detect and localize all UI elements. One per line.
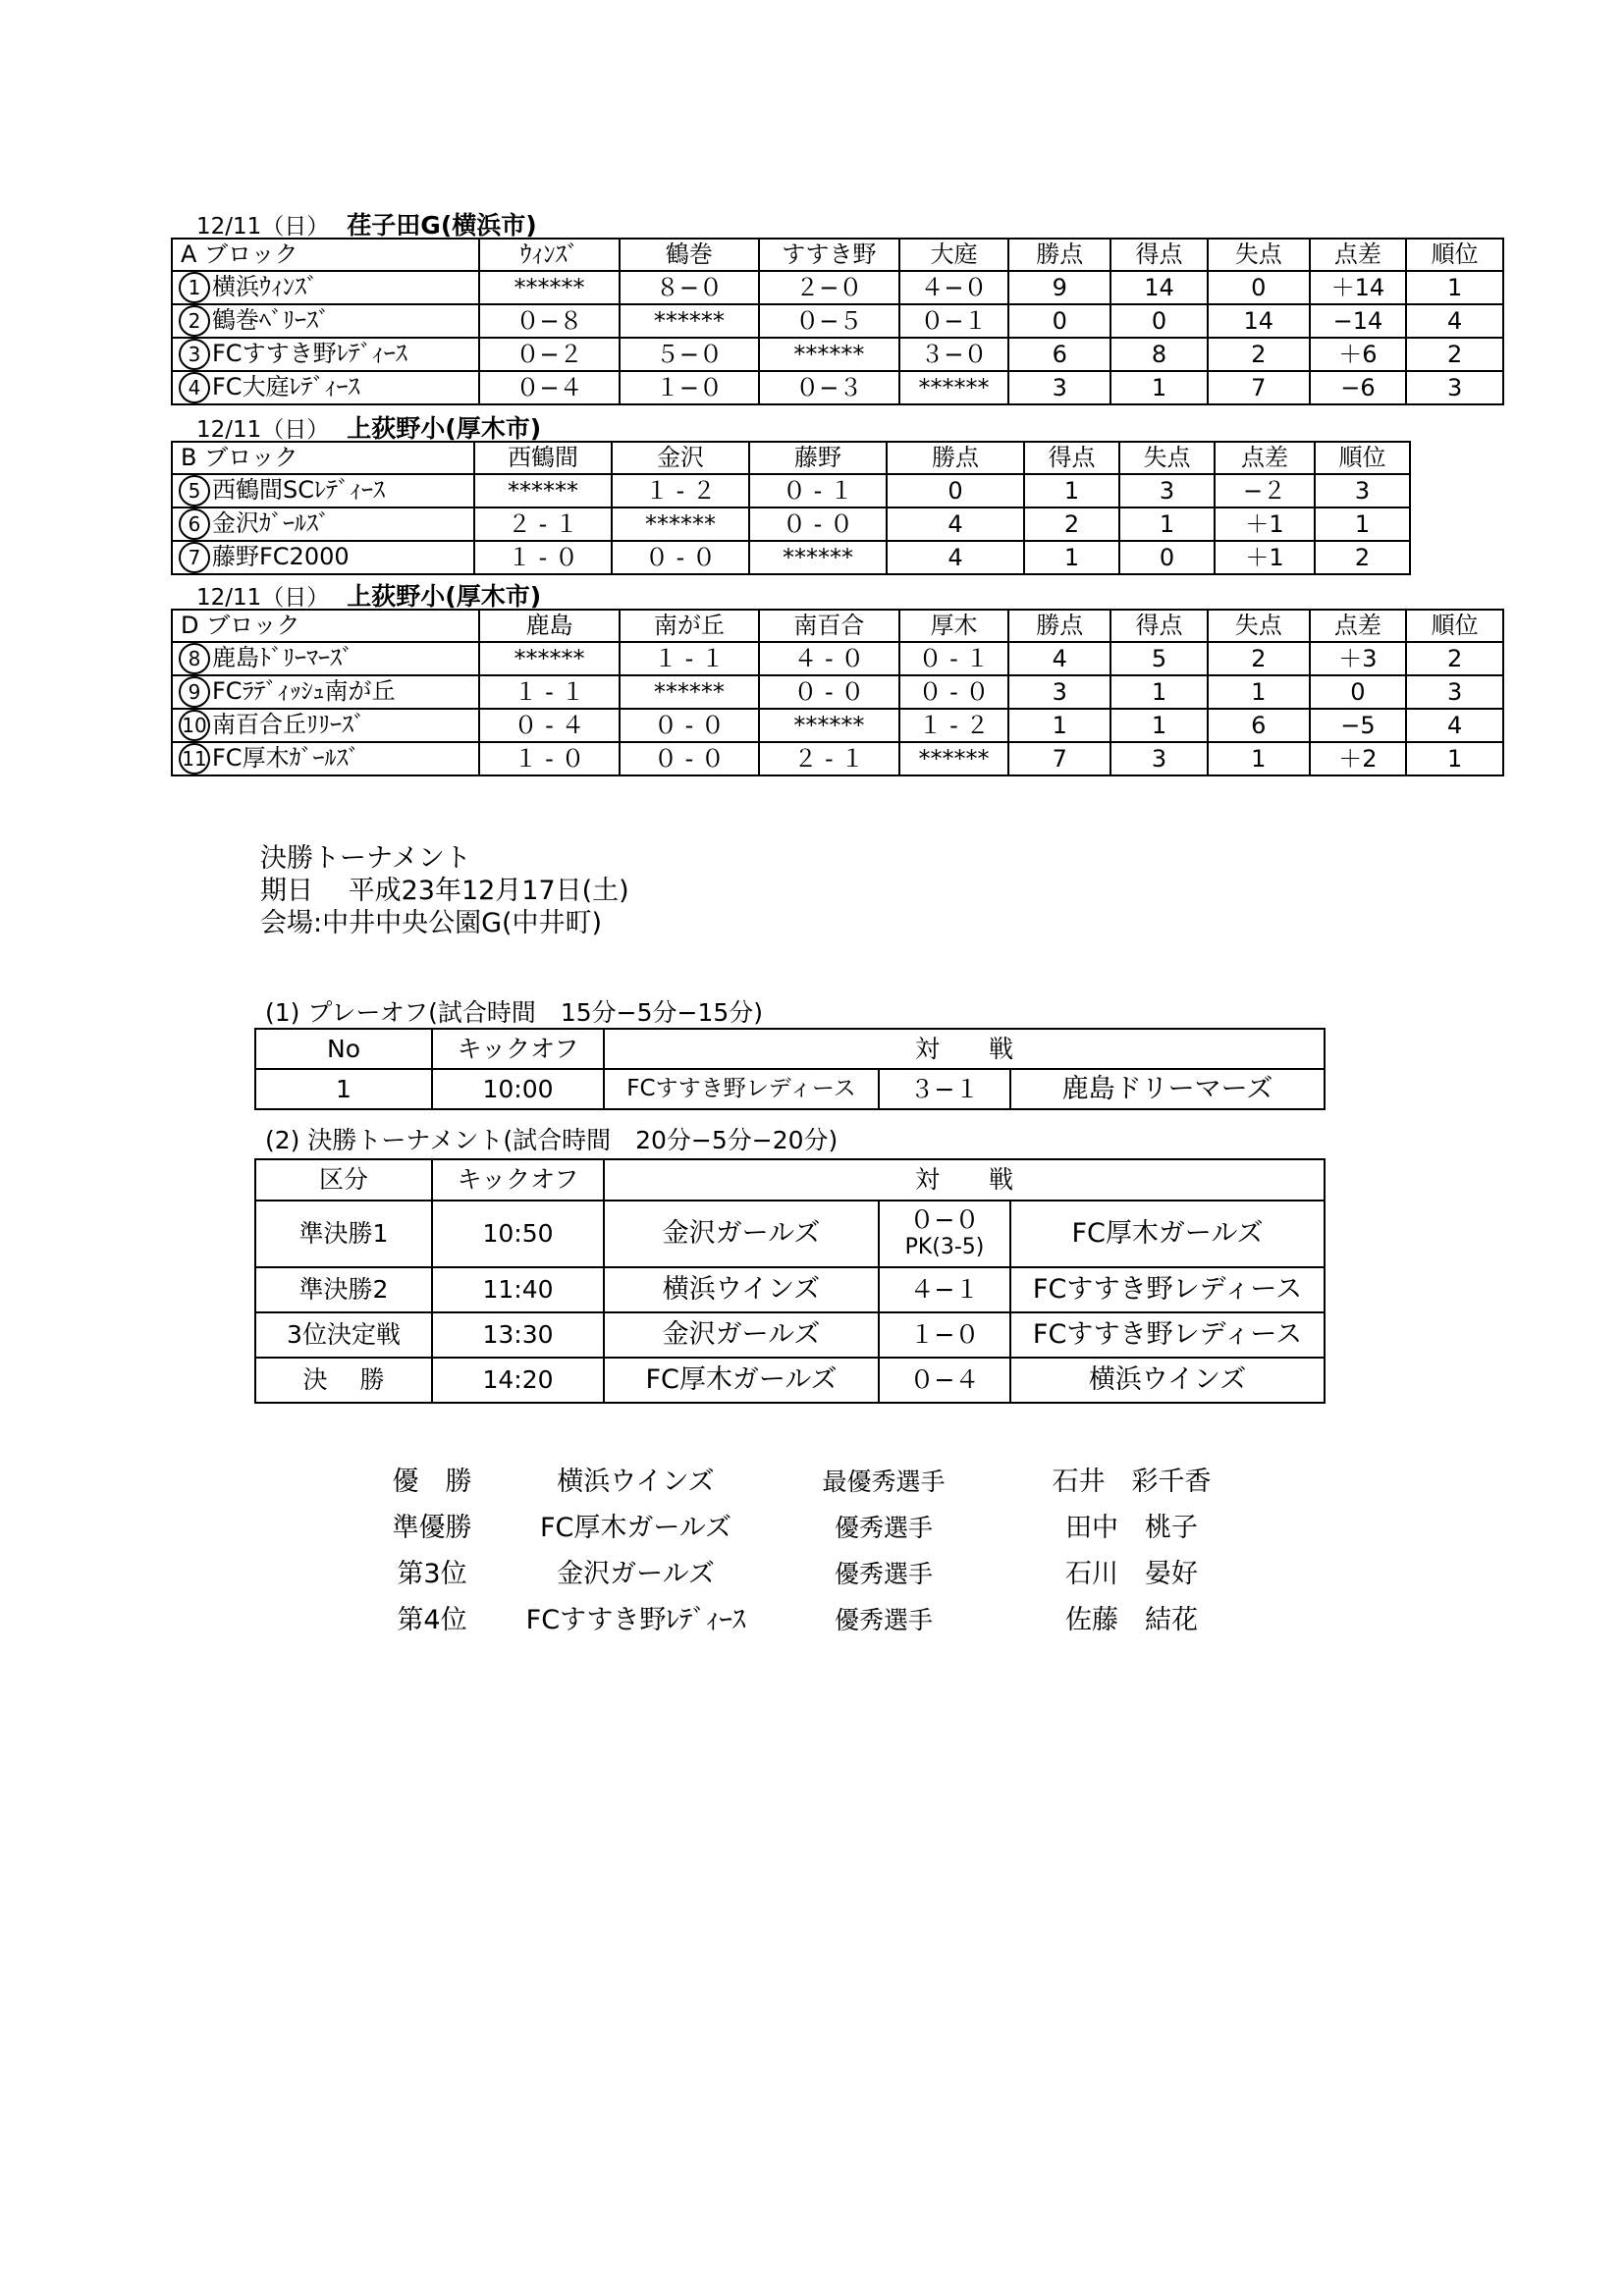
block-d-cell: 1 (1208, 742, 1310, 775)
award-place: 優 勝 (392, 1467, 472, 1497)
block-b-col-header: 藤野 (749, 442, 887, 474)
finals-away: FCすすき野レディース (1010, 1267, 1325, 1312)
block-d-venue: 上荻野小(厚木市) (347, 582, 542, 611)
block-d-cell: １ - ２ (899, 709, 1009, 742)
block-a-col-header: 勝点 (1008, 239, 1110, 271)
block-b-team-cell (172, 474, 474, 507)
block-d-cell: ０ - ０ (620, 742, 759, 775)
finals-pk: PK(3-5) (904, 1235, 985, 1259)
table-row (172, 338, 1503, 371)
block-d-cell: １ - １ (479, 675, 619, 709)
table-row (172, 371, 1503, 404)
block-d-col-header: 得点 (1110, 610, 1208, 642)
block-b-cell: 3 (1315, 474, 1410, 507)
block-a-cell: 2 (1208, 338, 1310, 371)
block-a-col-header: 大庭 (899, 239, 1009, 271)
finals-score-cell (879, 1358, 1010, 1403)
block-d-header-row (172, 610, 1503, 642)
block-b-cell: １ - ０ (474, 541, 612, 574)
block-b-col-header: 勝点 (887, 442, 1024, 474)
block-b-col-header: 失点 (1119, 442, 1215, 474)
playoff-heading: (1) プレーオフ(試合時間 15分−5分−15分) (265, 998, 764, 1027)
team-number-badge: 1 (179, 272, 210, 303)
block-a-date: 12/11（日） (196, 214, 330, 240)
block-b-col-header: 金沢 (612, 442, 749, 474)
block-a-col-header: ｳｨﾝｽﾞ (479, 239, 619, 271)
table-row (172, 742, 1503, 775)
finals-row (255, 1312, 1325, 1358)
block-a-cell: ****** (899, 371, 1009, 404)
block-a-cell: 8 (1110, 338, 1208, 371)
block-d-cell: ****** (479, 642, 619, 675)
block-b-col-header: 点差 (1215, 442, 1315, 474)
block-b-cell: 4 (887, 541, 1024, 574)
block-b-cell: 1 (1315, 507, 1410, 541)
block-d-team-cell (172, 675, 479, 709)
block-a-cell: 2 (1406, 338, 1503, 371)
team-number-badge: 4 (179, 372, 210, 403)
finals-away: FCすすき野レディース (1010, 1312, 1325, 1358)
award-row (368, 1459, 1272, 1505)
block-a-team-cell (172, 338, 479, 371)
col-kickoff: キックオフ (432, 1159, 604, 1201)
team-name: 金沢ｶﾞｰﾙｽﾞ (212, 509, 330, 537)
block-d-cell: ０ - ０ (620, 709, 759, 742)
block-a-team-cell (172, 371, 479, 404)
tournament-title: 決勝トーナメント (260, 843, 471, 874)
block-d-header (196, 577, 541, 613)
team-name: FCすすき野ﾚﾃﾞｨｰｽ (212, 340, 407, 367)
table-row (172, 541, 1410, 574)
block-a-cell: 0 (1208, 271, 1310, 304)
finals-round: 決 勝 (255, 1358, 432, 1403)
team-name: 鶴巻ﾍﾞﾘｰｽﾞ (212, 306, 330, 334)
block-a-team-cell (172, 304, 479, 338)
block-a-cell: ０−１ (899, 304, 1009, 338)
team-name: 横浜ｳｨﾝｽﾞ (212, 273, 318, 300)
award-title: 優秀選手 (834, 1606, 933, 1634)
block-d-cell: 7 (1008, 742, 1110, 775)
col-match: 対 戦 (604, 1029, 1325, 1069)
finals-score: ０−０ (909, 1205, 980, 1234)
playoff-table (254, 1028, 1326, 1110)
finals-time: 11:40 (432, 1267, 604, 1312)
block-a-cell: ５−０ (620, 338, 759, 371)
block-b-table (171, 441, 1411, 575)
block-a-cell: ３−０ (899, 338, 1009, 371)
block-d-cell: ０ - ０ (899, 675, 1009, 709)
block-b-cell: 2 (1315, 541, 1410, 574)
block-d-col-header: 南百合 (759, 610, 898, 642)
block-d-cell: 4 (1406, 709, 1503, 742)
team-number-badge: 11 (179, 743, 210, 774)
block-d-col-header: 南が丘 (620, 610, 759, 642)
block-b-cell: ****** (612, 507, 749, 541)
block-a-col-header: 失点 (1208, 239, 1310, 271)
block-d-cell: ０ - ４ (479, 709, 619, 742)
block-b-cell: 0 (1119, 541, 1215, 574)
finals-heading: (2) 決勝トーナメント(試合時間 20分−5分−20分) (265, 1126, 839, 1154)
playoff-header-row (255, 1029, 1325, 1069)
block-a-cell: 0 (1008, 304, 1110, 338)
block-d-cell: ０ - ０ (759, 675, 898, 709)
team-number-badge: 3 (179, 339, 210, 370)
playoff-time: 10:00 (432, 1069, 604, 1109)
block-a-title: A ブロック (172, 239, 479, 271)
block-b-header (196, 409, 541, 445)
block-a-cell: 3 (1406, 371, 1503, 404)
table-row (172, 709, 1503, 742)
finals-row (255, 1358, 1325, 1403)
block-b-cell: ****** (474, 474, 612, 507)
block-a-col-header: すすき野 (759, 239, 898, 271)
block-a-cell: 6 (1008, 338, 1110, 371)
block-a-venue: 荏子田G(横浜市) (347, 211, 537, 240)
block-a-cell: 7 (1208, 371, 1310, 404)
block-b-cell: ０ - ０ (612, 541, 749, 574)
col-kickoff: キックオフ (432, 1029, 604, 1069)
finals-score-cell (879, 1267, 1010, 1312)
playoff-score: ３−１ (879, 1069, 1010, 1109)
block-d-cell: 1 (1208, 675, 1310, 709)
block-a-cell: ＋6 (1310, 338, 1407, 371)
award-player: 田中 桃子 (1065, 1513, 1198, 1543)
award-row (368, 1505, 1272, 1551)
block-a-cell: ****** (759, 338, 898, 371)
block-b-cell: ＋1 (1215, 541, 1315, 574)
finals-score-cell (879, 1201, 1010, 1267)
block-b-cell: ０ - １ (749, 474, 887, 507)
finals-time: 13:30 (432, 1312, 604, 1358)
finals-home: 横浜ウインズ (604, 1267, 879, 1312)
award-place: 第4位 (397, 1605, 467, 1635)
block-d-cell: ０ - １ (899, 642, 1009, 675)
playoff-no: 1 (255, 1069, 432, 1109)
team-name: 西鶴間SCﾚﾃﾞｨｰｽ (212, 476, 385, 504)
block-a-cell: ****** (479, 271, 619, 304)
award-row (368, 1597, 1272, 1643)
block-d-cell: 2 (1208, 642, 1310, 675)
awards-table (368, 1459, 1272, 1643)
award-title: 優秀選手 (834, 1560, 933, 1588)
block-d-cell: 6 (1208, 709, 1310, 742)
block-d-table (171, 609, 1504, 776)
block-d-team-cell (172, 642, 479, 675)
block-d-cell: 1 (1008, 709, 1110, 742)
block-b-cell: ****** (749, 541, 887, 574)
block-d-col-header: 勝点 (1008, 610, 1110, 642)
block-a-col-header: 点差 (1310, 239, 1407, 271)
block-d-cell: ２ - １ (759, 742, 898, 775)
block-a-cell: ０−８ (479, 304, 619, 338)
block-a-cell: ****** (620, 304, 759, 338)
block-a-col-header: 順位 (1406, 239, 1503, 271)
block-a-cell: ８−０ (620, 271, 759, 304)
table-row (172, 271, 1503, 304)
block-b-cell: 1 (1024, 541, 1119, 574)
playoff-away: 鹿島ドリーマーズ (1010, 1069, 1325, 1109)
finals-round: 3位決定戦 (255, 1312, 432, 1358)
finals-row (255, 1267, 1325, 1312)
block-a-header (196, 206, 537, 241)
finals-score-cell (879, 1312, 1010, 1358)
block-b-cell: 1 (1119, 507, 1215, 541)
block-b-cell: ０ - ０ (749, 507, 887, 541)
finals-round: 準決勝2 (255, 1267, 432, 1312)
finals-row (255, 1201, 1325, 1267)
block-b-team-cell (172, 507, 474, 541)
block-a-table (171, 238, 1504, 405)
team-number-badge: 7 (179, 542, 210, 573)
block-d-col-header: 点差 (1310, 610, 1407, 642)
col-match: 対 戦 (604, 1159, 1325, 1201)
award-place: 準優勝 (392, 1513, 472, 1543)
award-title: 最優秀選手 (822, 1468, 946, 1496)
finals-score: ０−４ (909, 1365, 980, 1394)
finals-home: 金沢ガールズ (604, 1201, 879, 1267)
table-row (172, 304, 1503, 338)
award-team: FCすすき野ﾚﾃﾞｨｰｽ (525, 1605, 746, 1635)
block-a-cell: ０−２ (479, 338, 619, 371)
team-number-badge: 2 (179, 305, 210, 337)
block-d-cell: 3 (1406, 675, 1503, 709)
playoff-row (255, 1069, 1325, 1109)
block-a-cell: 14 (1208, 304, 1310, 338)
block-d-date: 12/11（日） (196, 585, 330, 611)
finals-round: 準決勝1 (255, 1201, 432, 1267)
block-b-cell: −２ (1215, 474, 1315, 507)
block-d-cell: １ - １ (620, 642, 759, 675)
block-a-cell: １−０ (620, 371, 759, 404)
team-number-badge: 9 (179, 676, 210, 708)
block-a-cell: ０−３ (759, 371, 898, 404)
block-b-col-header: 西鶴間 (474, 442, 612, 474)
team-name: FC大庭ﾚﾃﾞｨｰｽ (212, 373, 360, 400)
block-d-cell: ＋2 (1310, 742, 1407, 775)
block-d-cell: 1 (1110, 675, 1208, 709)
block-d-cell: ＋3 (1310, 642, 1407, 675)
block-a-cell: 4 (1406, 304, 1503, 338)
table-row (172, 675, 1503, 709)
block-a-cell: −14 (1310, 304, 1407, 338)
finals-time: 10:50 (432, 1201, 604, 1267)
block-d-cell: 0 (1310, 675, 1407, 709)
block-b-venue: 上荻野小(厚木市) (347, 414, 542, 443)
block-b-cell: 2 (1024, 507, 1119, 541)
col-kubun: 区分 (255, 1159, 432, 1201)
block-d-title: D ブロック (172, 610, 479, 642)
block-a-cell: 0 (1110, 304, 1208, 338)
award-player: 石川 晏好 (1065, 1559, 1198, 1589)
table-row (172, 642, 1503, 675)
block-d-cell: 3 (1110, 742, 1208, 775)
team-name: FC厚木ｶﾞｰﾙｽﾞ (212, 744, 360, 772)
block-d-cell: １ - ０ (479, 742, 619, 775)
block-d-cell: −5 (1310, 709, 1407, 742)
block-a-cell: ０−４ (479, 371, 619, 404)
block-a-cell: ２−０ (759, 271, 898, 304)
block-a-cell: 14 (1110, 271, 1208, 304)
award-player: 佐藤 結花 (1065, 1605, 1198, 1635)
block-b-cell: １ - ２ (612, 474, 749, 507)
block-a-team-cell (172, 271, 479, 304)
award-player: 石井 彩千香 (1052, 1467, 1212, 1497)
block-d-col-header: 順位 (1406, 610, 1503, 642)
block-b-col-header: 得点 (1024, 442, 1119, 474)
block-a-cell: −6 (1310, 371, 1407, 404)
award-team: 横浜ウインズ (557, 1467, 715, 1497)
finals-away: FC厚木ガールズ (1010, 1201, 1325, 1267)
award-place: 第3位 (397, 1559, 467, 1589)
finals-table (254, 1158, 1326, 1404)
finals-home: FC厚木ガールズ (604, 1358, 879, 1403)
block-a-cell: ＋14 (1310, 271, 1407, 304)
block-a-cell: ０−５ (759, 304, 898, 338)
team-name: 藤野FC2000 (212, 543, 350, 570)
block-b-cell: 1 (1024, 474, 1119, 507)
block-a-col-header: 得点 (1110, 239, 1208, 271)
block-a-cell: ４−０ (899, 271, 1009, 304)
block-d-cell: ****** (759, 709, 898, 742)
block-d-col-header: 厚木 (899, 610, 1009, 642)
finals-score: １−０ (909, 1320, 980, 1349)
block-a-cell: 1 (1110, 371, 1208, 404)
block-b-header-row (172, 442, 1410, 474)
block-a-cell: 1 (1406, 271, 1503, 304)
block-d-cell: 2 (1406, 642, 1503, 675)
award-row (368, 1551, 1272, 1597)
award-team: FC厚木ガールズ (539, 1513, 732, 1543)
block-d-team-cell (172, 709, 479, 742)
team-number-badge: 6 (179, 508, 210, 540)
team-number-badge: 8 (179, 643, 210, 674)
block-d-cell: ****** (899, 742, 1009, 775)
block-d-team-cell (172, 742, 479, 775)
playoff-home: FCすすき野レディース (604, 1069, 879, 1109)
block-b-team-cell (172, 541, 474, 574)
table-row (172, 474, 1410, 507)
team-number-badge: 10 (179, 710, 210, 741)
finals-header-row (255, 1159, 1325, 1201)
block-a-cell: 9 (1008, 271, 1110, 304)
team-name: FCﾗﾃﾞｨｯｼｭ南が丘 (212, 677, 396, 705)
block-d-col-header: 失点 (1208, 610, 1310, 642)
award-team: 金沢ガールズ (557, 1559, 715, 1589)
block-d-col-header: 鹿島 (479, 610, 619, 642)
team-name: 南百合丘ﾘﾘｰｽﾞ (212, 711, 365, 738)
block-b-col-header: 順位 (1315, 442, 1410, 474)
block-b-cell: ２ - １ (474, 507, 612, 541)
block-d-cell: 5 (1110, 642, 1208, 675)
tournament-venue: 会場:中井中央公園G(中井町) (260, 908, 603, 938)
finals-away: 横浜ウインズ (1010, 1358, 1325, 1403)
table-row (172, 507, 1410, 541)
block-b-cell: 3 (1119, 474, 1215, 507)
block-a-header-row (172, 239, 1503, 271)
block-d-cell: 3 (1008, 675, 1110, 709)
finals-home: 金沢ガールズ (604, 1312, 879, 1358)
block-a-cell: 3 (1008, 371, 1110, 404)
finals-score: ４−１ (909, 1275, 980, 1304)
award-title: 優秀選手 (834, 1514, 933, 1542)
tournament-date: 期日 平成23年12月17日(土) (260, 876, 629, 906)
block-a-col-header: 鶴巻 (620, 239, 759, 271)
block-b-cell: 4 (887, 507, 1024, 541)
team-number-badge: 5 (179, 475, 210, 507)
block-b-cell: 0 (887, 474, 1024, 507)
block-d-cell: 4 (1008, 642, 1110, 675)
finals-time: 14:20 (432, 1358, 604, 1403)
block-d-cell: 1 (1406, 742, 1503, 775)
block-d-cell: ４ - ０ (759, 642, 898, 675)
block-b-title: B ブロック (172, 442, 474, 474)
block-d-cell: ****** (620, 675, 759, 709)
block-d-cell: 1 (1110, 709, 1208, 742)
team-name: 鹿島ﾄﾞﾘｰﾏｰｽﾞ (212, 644, 353, 671)
block-b-date: 12/11（日） (196, 417, 330, 443)
col-no: No (255, 1029, 432, 1069)
block-b-cell: ＋1 (1215, 507, 1315, 541)
